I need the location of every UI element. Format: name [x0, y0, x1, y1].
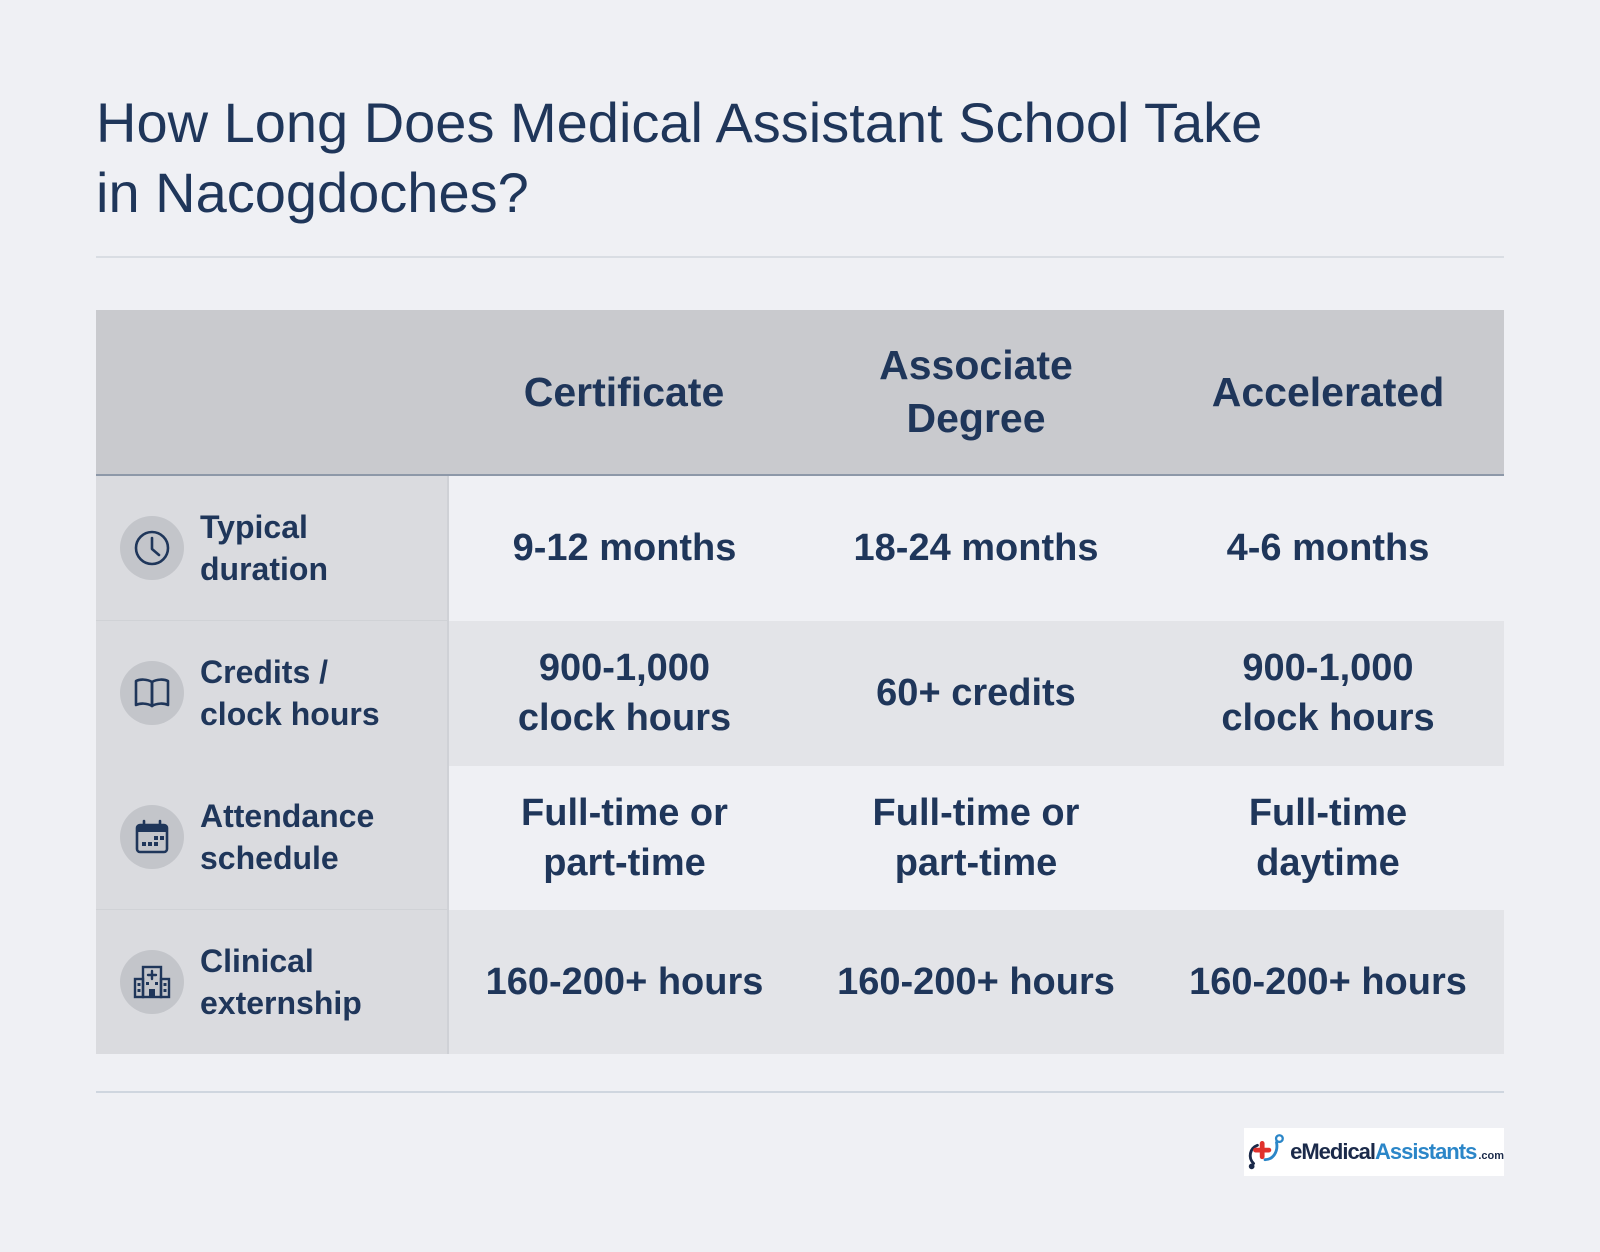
page-title: How Long Does Medical Assistant School Take in Nacogdoches? [96, 91, 1263, 224]
logo-wordmark: eMedicalAssistants .com [1290, 1139, 1504, 1164]
row-label-cell [96, 910, 448, 1055]
column-header-certificate [448, 310, 800, 475]
logo-mark-icon [1244, 1130, 1286, 1174]
cell-accelerated: 160-200+ hours [1152, 910, 1504, 1055]
cell-accelerated: 900-1,000 clock hours [1152, 621, 1504, 766]
column-header-label: Accelerated [1211, 368, 1445, 415]
cell-associate-degree: 60+ credits [800, 621, 1152, 766]
title-divider [96, 256, 1504, 258]
hospital-icon [120, 950, 184, 1014]
cell-associate-degree: 160-200+ hours [800, 910, 1152, 1055]
cell-certificate: Full-time or part-time [448, 765, 800, 910]
brand-logo [1244, 1128, 1504, 1176]
row-label-cell [96, 765, 448, 910]
calendar-icon [120, 805, 184, 869]
cell-associate-degree: 18-24 months [800, 475, 1152, 621]
row-label-cell [96, 475, 448, 621]
cell-accelerated: 4-6 months [1152, 475, 1504, 621]
cell-certificate: 900-1,000 clock hours [448, 621, 800, 766]
row-label: Attendance schedule [200, 798, 375, 876]
cell-accelerated: Full-time daytime [1152, 765, 1504, 910]
row-label: Clinical externship [200, 943, 362, 1021]
cell-certificate: 160-200+ hours [448, 910, 800, 1055]
table-row [96, 910, 1504, 1055]
table-row [96, 475, 1504, 621]
row-label: Credits / clock hours [200, 654, 380, 732]
header-empty-cell [96, 310, 448, 475]
cell-associate-degree: Full-time or part-time [800, 765, 1152, 910]
table-row [96, 765, 1504, 910]
column-header-accelerated [1152, 310, 1504, 475]
column-header-associate-degree [800, 310, 1152, 475]
row-label: Typical duration [200, 509, 328, 587]
cell-certificate: 9-12 months [448, 475, 800, 621]
clock-icon [120, 516, 184, 580]
row-label-cell [96, 621, 448, 766]
comparison-table [96, 310, 1504, 1054]
column-header-label: Associate Degree [879, 342, 1073, 441]
table-row [96, 621, 1504, 766]
book-icon [120, 661, 184, 725]
table-header-row [96, 310, 1504, 475]
footer-divider [96, 1091, 1504, 1093]
column-header-label: Certificate [523, 368, 725, 415]
